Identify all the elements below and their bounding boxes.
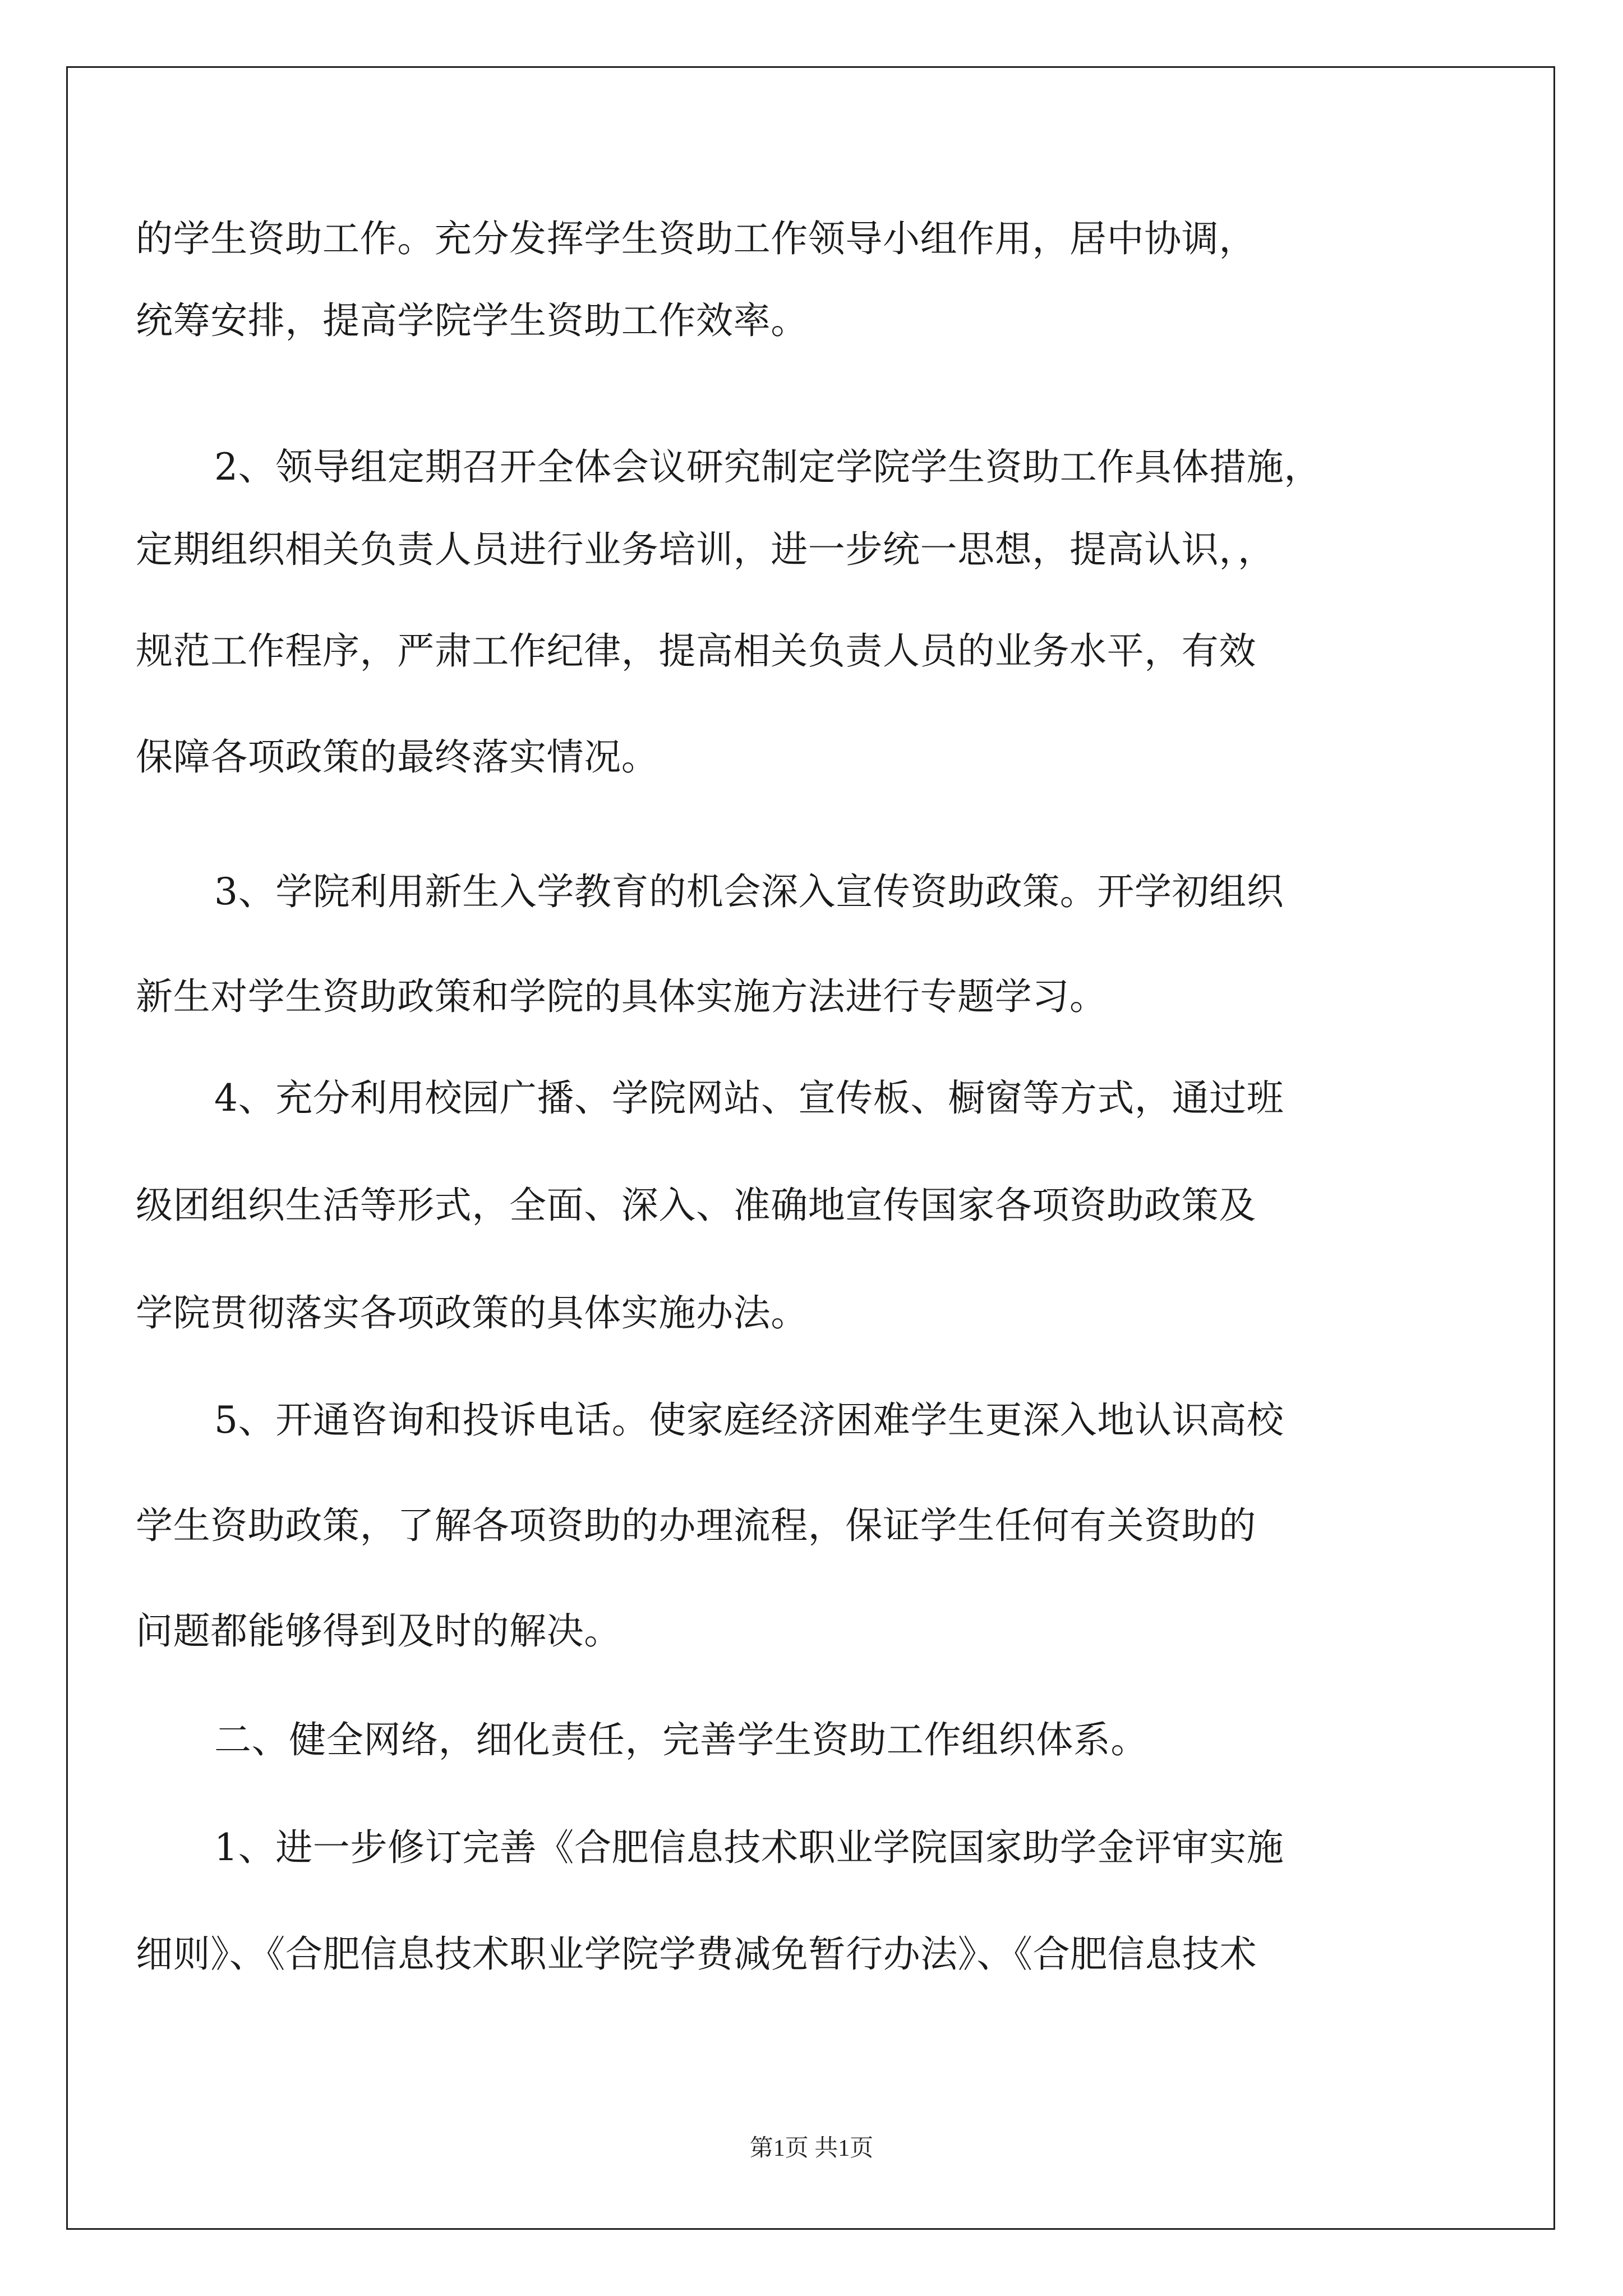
paragraph-1-line-1: 的学生资助工作。充分发挥学生资助工作领导小组作用，居中协调， [136,217,1256,260]
paragraph-6-line-2: 细则》、《合肥信息技术职业学院学费减免暂行办法》、《合肥信息技术 [136,1932,1257,1976]
paragraph-5-line-3: 问题都能够得到及时的解决。 [136,1609,621,1653]
paragraph-2-line-2: 定期组织相关负责人员进行业务培训，进一步统一思想，提高认识，， [136,528,1275,571]
paragraph-1-line-2: 统筹安排，提高学院学生资助工作效率。 [136,299,808,342]
paragraph-5-line-2: 学生资助政策，了解各项资助的办理流程，保证学生任何有关资助的 [136,1504,1256,1547]
paragraph-4-line-1: 4、充分利用校园广播、学院网站、宣传板、橱窗等方式，通过班 [214,1076,1284,1120]
section-heading-2: 二、健全网络，细化责任，完善学生资助工作组织体系。 [214,1718,1148,1761]
page-footer: 第1页 共1页 [749,2136,874,2161]
paragraph-6-line-1: 1、进一步修订完善《合肥信息技术职业学院国家助学金评审实施 [214,1826,1284,1869]
paragraph-4-line-3: 学院贯彻落实各项政策的具体实施办法。 [136,1291,808,1335]
paragraph-2-line-3: 规范工作程序，严肃工作纪律，提高相关负责人员的业务水平，有效 [136,629,1256,673]
paragraph-2-line-1: 2、领导组定期召开全体会议研究制定学院学生资助工作具体措施， [214,445,1321,489]
paragraph-3-line-2: 新生对学生资助政策和学院的具体实施方法进行专题学习。 [136,975,1107,1018]
paragraph-3-line-1: 3、学院利用新生入学教育的机会深入宣传资助政策。开学初组织 [214,870,1284,913]
paragraph-4-line-2: 级团组织生活等形式，全面、深入、准确地宣传国家各项资助政策及 [136,1184,1256,1227]
paragraph-5-line-1: 5、开通咨询和投诉电话。使家庭经济困难学生更深入地认识高校 [214,1398,1284,1442]
paragraph-2-line-4: 保障各项政策的最终落实情况。 [136,735,659,779]
page-border [66,66,1555,2230]
